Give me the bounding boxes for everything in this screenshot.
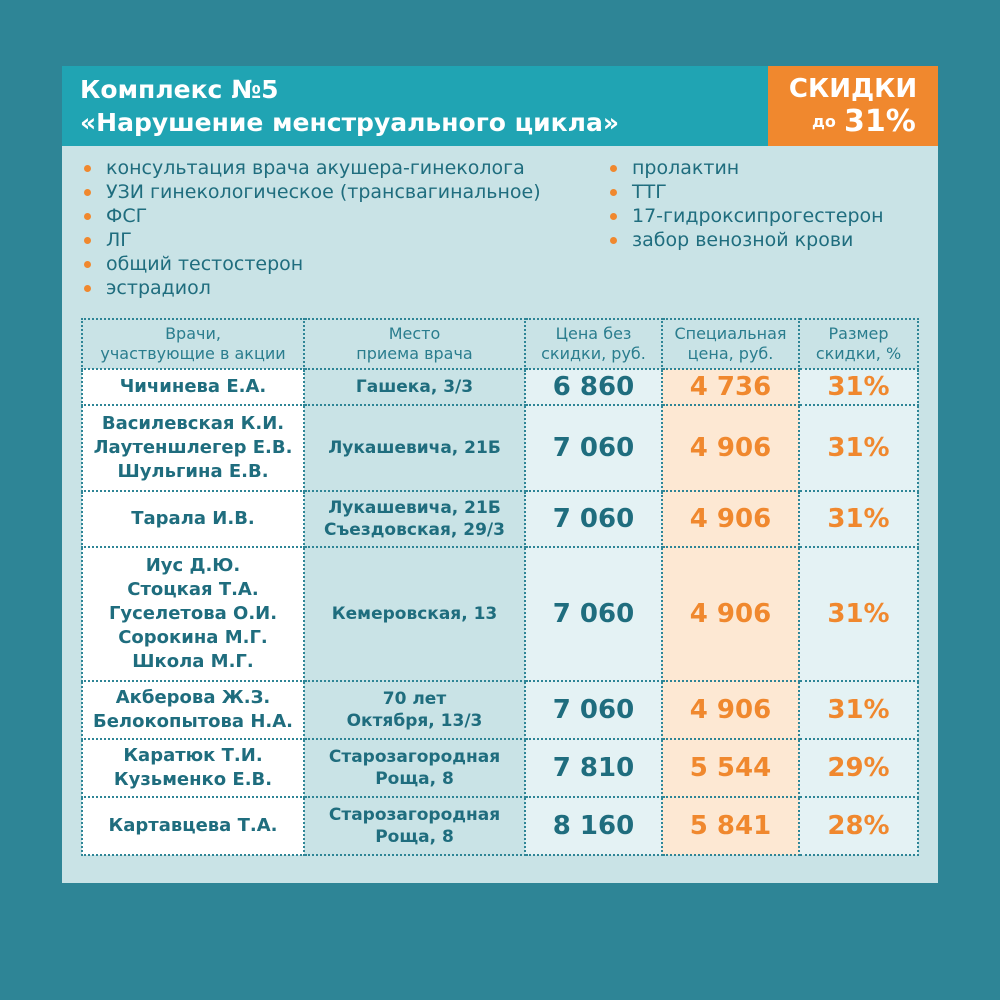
location-cell: [304, 369, 525, 405]
base-price-cell: 8 160: [525, 797, 662, 855]
doctor-name: Картавцева Т.А.: [108, 815, 278, 836]
promo-card: [62, 66, 938, 883]
service-label: пролактин: [632, 157, 740, 179]
bullet-dot-icon: [610, 213, 617, 220]
column-header-line: скидки, %: [815, 344, 902, 363]
doctor-name: Школа М.Г.: [132, 651, 254, 672]
bullet-dot-icon: [84, 285, 91, 292]
bullet-dot-icon: [84, 165, 91, 172]
table-row: [82, 797, 918, 855]
location-line: Старозагородная: [328, 805, 501, 825]
service-item: [608, 156, 884, 180]
bullet-dot-icon: [84, 237, 91, 244]
doctor-name: Шульгина Е.В.: [117, 461, 269, 482]
discount-badge-label: СКИДКИ: [788, 74, 918, 104]
bullet-dot-icon: [84, 189, 91, 196]
service-item: [82, 204, 541, 228]
doctor-name: Иус Д.Ю.: [145, 555, 241, 576]
discount-cell: 31%: [799, 547, 918, 681]
column-header: [82, 319, 304, 369]
location-line: Октября, 13/3: [346, 711, 483, 731]
discount-cell: 31%: [799, 369, 918, 405]
table-row: [82, 491, 918, 547]
service-item: [82, 276, 541, 300]
column-header-line: приема врача: [356, 344, 473, 363]
services-list-right: [608, 156, 884, 252]
doctor-name: Кузьменко Е.В.: [113, 769, 273, 790]
service-item: [608, 228, 884, 252]
column-header: [304, 319, 525, 369]
base-price-cell: 7 060: [525, 681, 662, 739]
base-price-cell: 7 060: [525, 405, 662, 491]
column-header: [662, 319, 799, 369]
doctor-name: Чичинева Е.А.: [119, 376, 267, 397]
services-list-left: [82, 156, 541, 300]
location-cell: [304, 405, 525, 491]
discount-cell: 28%: [799, 797, 918, 855]
table-body: [82, 369, 918, 855]
doctor-cell: [82, 369, 304, 405]
service-item: [82, 156, 541, 180]
service-item: [82, 252, 541, 276]
location-line: 70 лет: [382, 689, 447, 709]
column-header-line: Врачи,: [165, 324, 221, 343]
bullet-dot-icon: [610, 189, 617, 196]
special-price-cell: 5 544: [662, 739, 799, 797]
column-header-line: участвующие в акции: [100, 344, 286, 363]
location-cell: [304, 491, 525, 547]
base-price-cell: 7 060: [525, 491, 662, 547]
column-header: [799, 319, 918, 369]
location-line: Роща, 8: [375, 827, 454, 847]
special-price-cell: 4 906: [662, 547, 799, 681]
base-price-cell: 7 060: [525, 547, 662, 681]
doctor-cell: [82, 491, 304, 547]
service-label: ЛГ: [106, 229, 132, 251]
discount-badge-prefix: до: [812, 112, 836, 131]
discount-cell: 31%: [799, 405, 918, 491]
location-cell: [304, 797, 525, 855]
discount-badge-value: 31%: [844, 104, 916, 139]
location-line: Гашека, 3/3: [355, 377, 474, 397]
doctor-cell: [82, 739, 304, 797]
location-line: Съездовская, 29/3: [324, 520, 505, 540]
special-price-cell: 4 906: [662, 405, 799, 491]
table-row: [82, 739, 918, 797]
service-label: эстрадиол: [106, 277, 211, 299]
service-label: ФСГ: [106, 205, 148, 227]
service-label: ТТГ: [632, 181, 667, 203]
table-row: [82, 405, 918, 491]
bullet-dot-icon: [610, 237, 617, 244]
location-cell: [304, 739, 525, 797]
doctor-name: Каратюк Т.И.: [123, 745, 263, 766]
discount-cell: 31%: [799, 491, 918, 547]
table-row: [82, 369, 918, 405]
doctor-name: Акберова Ж.З.: [115, 687, 271, 708]
service-label: общий тестостерон: [106, 253, 304, 275]
doctor-cell: [82, 547, 304, 681]
doctor-name: Гуселетова О.И.: [108, 603, 278, 624]
page-title: Комплекс №5: [80, 75, 279, 104]
service-item: [608, 204, 884, 228]
header-bar: [62, 66, 938, 146]
location-line: Лукашевича, 21Б: [328, 438, 501, 458]
doctor-name: Белокопытова Н.А.: [92, 711, 294, 732]
special-price-cell: 5 841: [662, 797, 799, 855]
doctor-cell: [82, 797, 304, 855]
doctor-name: Тарала И.В.: [131, 508, 255, 529]
doctor-name: Василевская К.И.: [101, 413, 285, 434]
table-row: [82, 681, 918, 739]
discount-cell: 31%: [799, 681, 918, 739]
bullet-dot-icon: [610, 165, 617, 172]
column-header-line: Размер: [828, 324, 889, 343]
doctor-cell: [82, 681, 304, 739]
bullet-dot-icon: [84, 213, 91, 220]
doctor-name: Стоцкая Т.А.: [127, 579, 259, 600]
location-line: Роща, 8: [375, 769, 454, 789]
column-header-line: Специальная: [674, 324, 787, 343]
special-price-cell: 4 906: [662, 491, 799, 547]
location-line: Лукашевича, 21Б: [328, 498, 501, 518]
service-item: [82, 228, 541, 252]
bullet-dot-icon: [84, 261, 91, 268]
column-header-line: Цена без: [555, 324, 632, 343]
service-item: [82, 180, 541, 204]
doctor-cell: [82, 405, 304, 491]
price-table: [81, 318, 919, 856]
discount-cell: 29%: [799, 739, 918, 797]
service-label: забор венозной крови: [632, 229, 854, 251]
doctor-name: Сорокина М.Г.: [118, 627, 268, 648]
column-header: [525, 319, 662, 369]
service-item: [608, 180, 884, 204]
service-label: консультация врача акушера-гинеколога: [106, 157, 525, 179]
location-line: Кемеровская, 13: [331, 604, 498, 624]
location-line: Старозагородная: [328, 747, 501, 767]
service-label: 17-гидроксипрогестерон: [632, 205, 884, 227]
column-header-line: цена, руб.: [687, 344, 774, 363]
column-header-line: Место: [388, 324, 441, 343]
base-price-cell: 7 810: [525, 739, 662, 797]
table-row: [82, 547, 918, 681]
column-header-line: скидки, руб.: [541, 344, 646, 363]
base-price-cell: 6 860: [525, 369, 662, 405]
special-price-cell: 4 736: [662, 369, 799, 405]
discount-badge: [768, 66, 938, 146]
location-cell: [304, 547, 525, 681]
page-subtitle: «Нарушение менструального цикла»: [80, 108, 619, 137]
doctor-name: Лаутеншлегер Е.В.: [93, 437, 293, 458]
special-price-cell: 4 906: [662, 681, 799, 739]
location-cell: [304, 681, 525, 739]
service-label: УЗИ гинекологическое (трансвагинальное): [106, 181, 541, 203]
table-header-row: [82, 319, 918, 369]
